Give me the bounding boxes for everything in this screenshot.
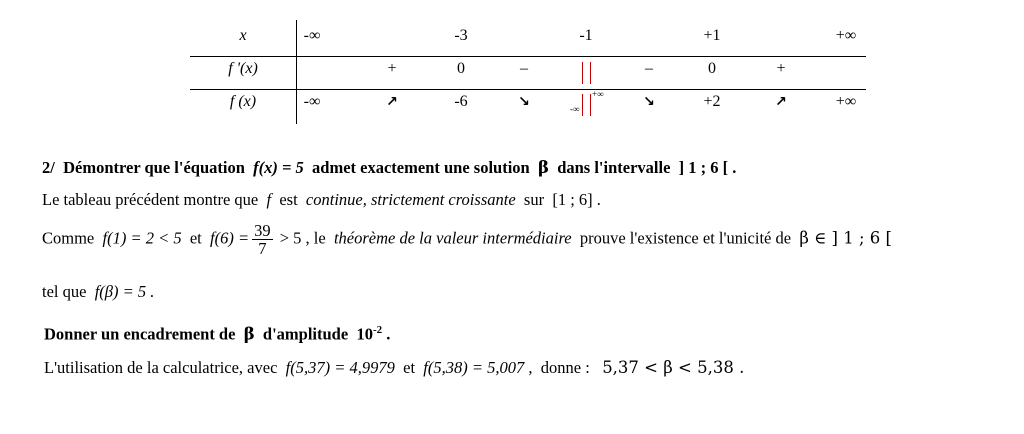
question-text: Donner un encadrement de <box>44 324 236 344</box>
sign: – <box>645 60 653 77</box>
question-number: 2/ <box>42 158 55 177</box>
row-label-fprime: f '(x) <box>228 60 258 77</box>
f-of-6: f(6) = <box>210 228 250 248</box>
f-of-1: f(1) = 2 < 5 <box>102 228 182 248</box>
text: L'utilisation de la calculatrice, avec <box>44 358 278 377</box>
power-exponent: -2 <box>372 324 383 336</box>
f-limit-left: -∞ <box>570 104 580 114</box>
table-divider-2 <box>190 89 866 90</box>
question-2 <box>42 158 736 178</box>
x-value: +1 <box>703 27 721 44</box>
beta-symbol: β <box>243 324 255 344</box>
question-text: d'amplitude <box>262 324 349 344</box>
interval: ] 1 ; 6 [ . <box>678 158 737 177</box>
interval: [1 ; 6] . <box>552 190 601 209</box>
equation: f(β) = 5 . <box>94 282 155 301</box>
result-bracket: 5,37 < β < 5,38 . <box>602 358 745 377</box>
x-value: -∞ <box>303 27 321 44</box>
sign-zero: 0 <box>457 60 465 77</box>
fraction <box>252 222 273 257</box>
emphasis: continue, strictement croissante <box>305 190 516 209</box>
table-vertical-divider <box>296 20 297 124</box>
text: tel que <box>42 282 87 301</box>
text: et <box>189 228 202 248</box>
value-f-5-38: f(5,38) = 5,007 , <box>423 358 533 377</box>
f-limit-right: +∞ <box>592 89 604 99</box>
sign: – <box>520 60 528 77</box>
sign: + <box>387 60 397 77</box>
down-right-arrow-icon: ↘ <box>643 94 655 110</box>
x-value: -1 <box>579 27 593 44</box>
answer-line-4 <box>44 358 744 378</box>
question-text: Démontrer que l'équation <box>63 158 245 177</box>
text: est <box>279 190 298 209</box>
question-text: dans l'intervalle <box>557 158 671 177</box>
question-text: admet exactement une solution <box>312 158 530 177</box>
answer-line-1 <box>42 190 601 210</box>
answer-line-2 <box>42 222 892 257</box>
function-f: f <box>266 190 272 209</box>
text: prouve l'existence et l'unicité de <box>579 228 792 248</box>
text: et <box>403 358 416 377</box>
power-base: 10 <box>356 324 373 344</box>
f-value: +∞ <box>835 93 857 110</box>
beta-symbol: β <box>537 158 549 177</box>
text: . <box>386 324 391 344</box>
row-label-f: f (x) <box>229 93 257 110</box>
variation-table <box>190 20 866 124</box>
sign: + <box>776 60 786 77</box>
x-value: -3 <box>454 27 468 44</box>
denominator: 7 <box>258 239 267 258</box>
theorem-name: théorème de la valeur intermédiaire <box>333 228 572 248</box>
f-value: -6 <box>454 93 468 110</box>
text: sur <box>523 190 545 209</box>
down-right-arrow-icon: ↘ <box>518 94 530 110</box>
row-label-x: x <box>239 27 247 44</box>
sign-zero: 0 <box>708 60 716 77</box>
text: Le tableau précédent montre que <box>42 190 259 209</box>
value-f-5-37: f(5,37) = 4,9979 <box>285 358 395 377</box>
text: donne : <box>540 358 590 377</box>
forbidden-value-bar <box>582 62 591 84</box>
up-right-arrow-icon: ↗ <box>775 94 787 110</box>
text: Comme <box>42 228 95 248</box>
answer-line-3 <box>42 282 154 302</box>
table-divider-1 <box>190 56 866 57</box>
equation: f(x) = 5 <box>253 158 304 177</box>
numerator: 39 <box>254 221 271 240</box>
forbidden-value-bar <box>582 94 591 116</box>
f-value: -∞ <box>303 93 321 110</box>
x-value: +∞ <box>835 27 857 44</box>
beta-membership: β ∈ ] 1 ; 6 [ <box>799 228 892 248</box>
question-3 <box>44 324 390 345</box>
text: > 5 , le <box>279 228 326 248</box>
up-right-arrow-icon: ↗ <box>386 94 398 110</box>
f-value: +2 <box>703 93 721 110</box>
